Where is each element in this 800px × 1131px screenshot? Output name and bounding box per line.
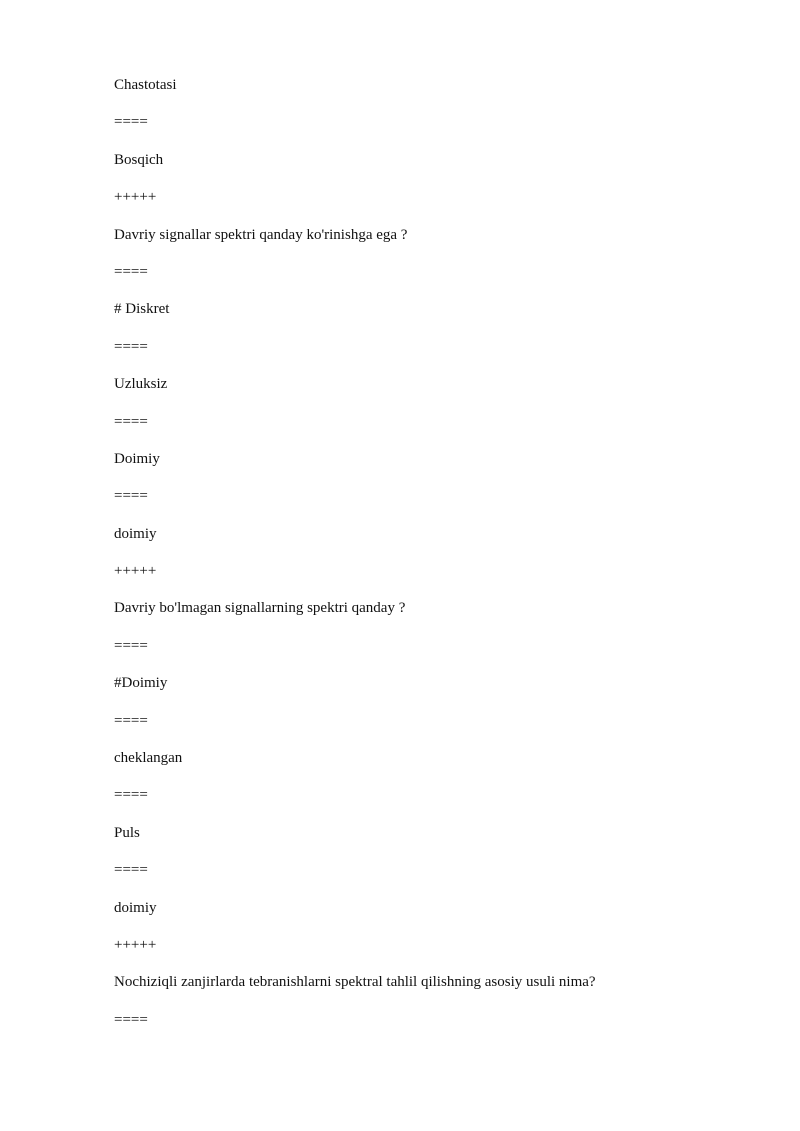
question-separator: +++++ xyxy=(114,563,157,580)
question-text: Davriy bo'lmagan signallarning spektri qanday ? xyxy=(114,600,406,617)
correct-answer: # Diskret xyxy=(114,301,170,318)
answer-option: cheklangan xyxy=(114,750,183,767)
separator-line: ==== xyxy=(114,712,148,729)
text-line: Bosqich xyxy=(114,151,164,168)
document-text-lines xyxy=(114,75,734,1047)
separator-line: ==== xyxy=(114,862,148,879)
text-line: Chastotasi xyxy=(114,77,177,93)
question-text: Nochiziqli zanjirlarda tebranishlarni spektral tahlil qilishning asosiy usuli nima? xyxy=(114,974,596,991)
answer-option: Uzluksiz xyxy=(114,376,168,393)
question-separator: +++++ xyxy=(114,936,157,953)
answer-option: doimiy xyxy=(114,525,157,542)
separator-line: ==== xyxy=(114,263,148,280)
separator-line: ==== xyxy=(114,114,148,131)
answer-option: Doimiy xyxy=(114,450,160,467)
separator-line: ==== xyxy=(114,488,148,505)
separator-line: ==== xyxy=(114,338,148,355)
correct-answer: #Doimiy xyxy=(114,675,168,692)
answer-option: doimiy xyxy=(114,899,157,916)
separator-line: ==== xyxy=(114,637,148,654)
question-separator: +++++ xyxy=(114,189,157,206)
separator-line: ==== xyxy=(114,413,148,430)
separator-line: ==== xyxy=(114,787,148,804)
answer-option: Puls xyxy=(114,824,140,841)
question-text: Davriy signallar spektri qanday ko'rinishga ega ? xyxy=(114,226,408,243)
separator-line: ==== xyxy=(114,1011,148,1028)
